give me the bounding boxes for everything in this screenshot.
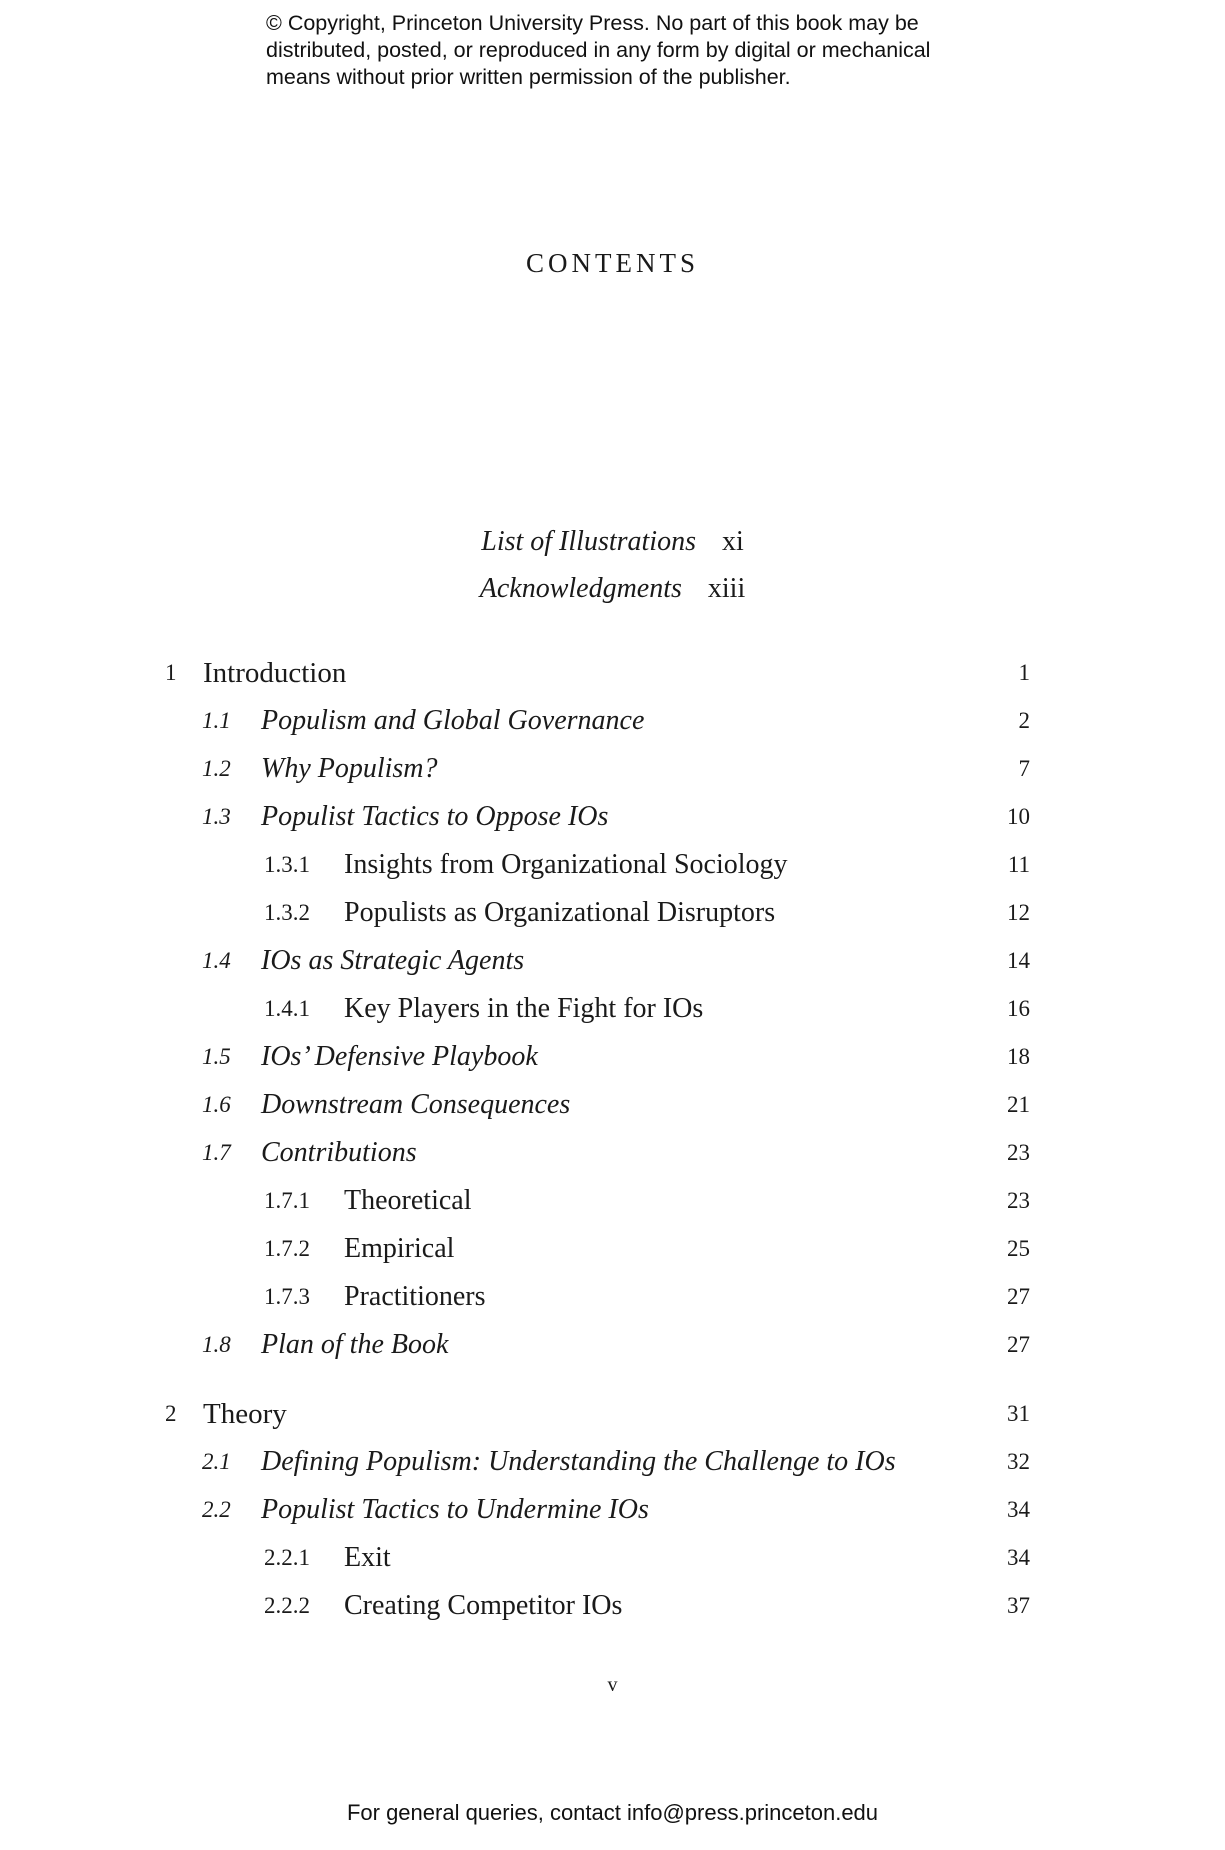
- toc-title: Contributions: [261, 1137, 417, 1168]
- toc-title: Downstream Consequences: [261, 1089, 571, 1120]
- toc-title: Defining Populism: Understanding the Challenge to IOs: [261, 1446, 896, 1477]
- toc-title: Introduction: [203, 657, 347, 689]
- toc-page: 18: [1007, 1044, 1030, 1069]
- toc-page: 2: [1018, 708, 1030, 733]
- toc-page: 16: [1007, 996, 1030, 1021]
- copyright-line: means without prior written permission of the publisher.: [266, 65, 791, 89]
- front-matter-page: xi: [721, 526, 744, 557]
- toc-subsection: [0, 1538, 1225, 1578]
- copyright-line: © Copyright, Princeton University Press. No part of this book may be: [266, 11, 919, 35]
- front-matter-title: List of Illustrations: [481, 526, 696, 557]
- toc-subsection: [0, 893, 1225, 933]
- toc-section: [0, 941, 1225, 981]
- toc-number: 2.1: [202, 1449, 231, 1474]
- toc-page: 11: [1007, 852, 1030, 877]
- toc-number: 1.3: [202, 804, 231, 829]
- toc-page: 27: [1007, 1284, 1030, 1309]
- toc-title: IOs’ Defensive Playbook: [261, 1041, 538, 1072]
- front-matter-entry: [0, 526, 1225, 558]
- toc-number: 1.7.3: [264, 1284, 310, 1309]
- toc-number: 1.2: [202, 756, 231, 781]
- toc-subsection: [0, 1229, 1225, 1269]
- page-title: CONTENTS: [526, 248, 699, 278]
- toc-section: [0, 797, 1225, 837]
- copyright-line: distributed, posted, or reproduced in any form by digital or mechanical: [266, 38, 931, 62]
- toc-page: 14: [1007, 948, 1030, 973]
- toc-title: Theoretical: [344, 1185, 472, 1216]
- toc-page: 10: [1007, 804, 1030, 829]
- page-number: v: [607, 1674, 618, 1696]
- toc-title: Key Players in the Fight for IOs: [344, 993, 704, 1024]
- toc-title: Practitioners: [344, 1281, 486, 1312]
- toc-number: 1.4.1: [264, 996, 310, 1021]
- toc-number: 1.3.2: [264, 900, 310, 925]
- toc-subsection: [0, 1277, 1225, 1317]
- front-matter-title: Acknowledgments: [479, 573, 682, 604]
- toc-title: Exit: [344, 1542, 391, 1573]
- toc-title: Creating Competitor IOs: [344, 1590, 623, 1621]
- toc-title: Empirical: [344, 1233, 455, 1264]
- toc-number: 1.6: [202, 1092, 231, 1117]
- toc-title: Populists as Organizational Disruptors: [344, 897, 776, 928]
- toc-number: 1.7: [202, 1140, 231, 1165]
- toc-number: 2.2.1: [264, 1545, 310, 1570]
- toc-section: [0, 1325, 1225, 1365]
- toc-title: Populism and Global Governance: [261, 705, 645, 736]
- toc-page: 1: [1018, 660, 1030, 685]
- toc-page: 21: [1007, 1092, 1030, 1117]
- toc-section: [0, 1037, 1225, 1077]
- toc-subsection: [0, 1181, 1225, 1221]
- toc-title: Theory: [203, 1398, 287, 1430]
- toc-chapter: [0, 1394, 1225, 1434]
- toc-page: 7: [1018, 756, 1030, 781]
- toc-section: [0, 1442, 1225, 1482]
- toc-section: [0, 1085, 1225, 1125]
- toc-page: 31: [1007, 1401, 1030, 1426]
- toc-number: 2: [165, 1401, 177, 1426]
- toc-number: 1.3.1: [264, 852, 310, 877]
- toc-page: 25: [1007, 1236, 1030, 1261]
- toc-subsection: [0, 1586, 1225, 1626]
- front-matter-page: xiii: [707, 573, 746, 604]
- toc-section: [0, 1133, 1225, 1173]
- copyright-notice: [266, 10, 1006, 91]
- toc-subsection: [0, 989, 1225, 1029]
- toc-page: 23: [1007, 1188, 1030, 1213]
- contact-footer: For general queries, contact info@press.princeton.edu: [346, 1800, 879, 1825]
- toc-title: IOs as Strategic Agents: [261, 945, 525, 976]
- toc-number: 1.7.2: [264, 1236, 310, 1261]
- toc-title: Why Populism?: [261, 753, 438, 784]
- toc-page: 37: [1007, 1593, 1030, 1618]
- toc-section: [0, 1490, 1225, 1530]
- toc-page: 23: [1007, 1140, 1030, 1165]
- toc-page: 12: [1007, 900, 1030, 925]
- front-matter-entry: [0, 573, 1225, 605]
- toc-chapter: [0, 653, 1225, 693]
- toc-page: 34: [1007, 1545, 1030, 1570]
- toc-subsection: [0, 845, 1225, 885]
- toc-title: Populist Tactics to Undermine IOs: [261, 1494, 649, 1525]
- toc-page: 34: [1007, 1497, 1030, 1522]
- toc-number: 1: [165, 660, 177, 685]
- toc-title: Populist Tactics to Oppose IOs: [261, 801, 609, 832]
- toc-number: 2.2: [202, 1497, 231, 1522]
- toc-page: 27: [1007, 1332, 1030, 1357]
- toc-section: [0, 701, 1225, 741]
- toc-number: 2.2.2: [264, 1593, 310, 1618]
- toc-page: 32: [1007, 1449, 1030, 1474]
- toc-title: Plan of the Book: [261, 1329, 449, 1360]
- toc-title: Insights from Organizational Sociology: [344, 849, 788, 880]
- toc-number: 1.4: [202, 948, 231, 973]
- toc-number: 1.5: [202, 1044, 231, 1069]
- toc-number: 1.7.1: [264, 1188, 310, 1213]
- toc-number: 1.8: [202, 1332, 231, 1357]
- toc-number: 1.1: [202, 708, 231, 733]
- toc-section: [0, 749, 1225, 789]
